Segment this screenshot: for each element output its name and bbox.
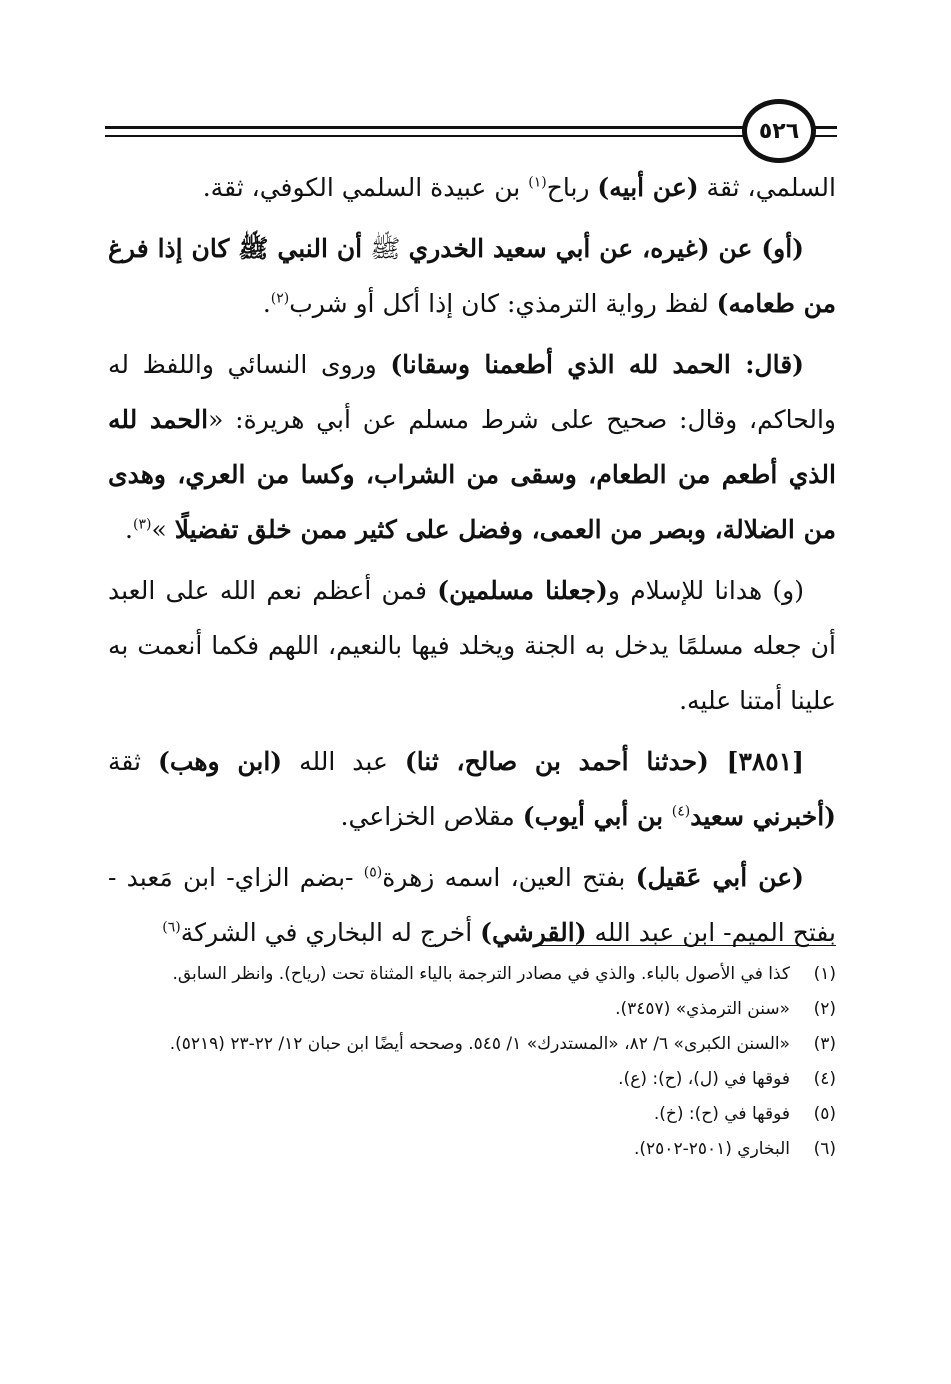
footnote-ref-3: (٣) <box>133 516 152 533</box>
bold-run: (ابن وهب) <box>157 747 283 776</box>
footnote-2 <box>108 993 836 1026</box>
footnote-text: «السنن الكبرى» ٦/ ٨٢، «المستدرك» ١/ ٥٤٥. وصححه أيضًا ابن حبان ١٢/ ٢٢-٢٣ (٥٢١٩). <box>169 1034 790 1054</box>
bold-run: [٣٨٥١] (حدثنا أحمد بن صالح، ثنا) <box>404 747 804 776</box>
footnote-ref-2: (٢) <box>270 290 290 307</box>
footnote-separator <box>538 945 836 946</box>
text-run: وروى النسائي واللفظ له والحاكم، وقال: صحيح على شرط مسلم عن أبي هريرة: « <box>108 350 837 434</box>
header-rule-top <box>105 126 745 129</box>
text-run: أخرج له البخاري في الشركة <box>180 918 481 947</box>
text-run: السلمي، ثقة <box>698 173 836 202</box>
bold-run: (أخبرني سعيد <box>690 802 836 831</box>
paragraph-2 <box>108 221 836 331</box>
bold-run: بن أبي أيوب) <box>522 802 672 831</box>
paragraph-1 <box>108 160 836 215</box>
paragraph-5 <box>108 734 836 844</box>
text-run: عبد الله <box>282 747 405 776</box>
header-rule-right-top <box>815 126 837 129</box>
bold-run: (قال: الحمد لله الذي أطعمنا وسقانا) <box>390 350 804 379</box>
bold-run: الحمد لله الذي أطعم من الطعام، وسقى من الشراب، وكسا من العري، وهدى من الضلالة، وبصر من العمى، وفضل على كثير ممن خلق تفضيلًا <box>108 405 836 544</box>
bold-run: (أو) عن (غيره، عن أبي سعيد الخدري <box>408 234 804 263</box>
bold-run: (جعلنا مسلمين) <box>437 576 608 605</box>
honorific-symbol: ﷺ <box>362 234 409 263</box>
footnote-ref-5: (٥) <box>363 864 383 881</box>
text-run: . <box>262 289 271 318</box>
text-run: » <box>151 515 175 544</box>
footnotes <box>108 958 836 1168</box>
text-run: ثقة <box>108 747 158 776</box>
text-run: بن عبيدة السلمي الكوفي، ثقة. <box>202 173 529 202</box>
footnote-text: كذا في الأصول بالباء. والذي في مصادر الترجمة بالياء المثناة تحت (رياح). وانظر السابق. <box>172 964 790 984</box>
footnote-number: (٣) <box>813 1034 836 1054</box>
footnote-text: البخاري (٢٥٠١-٢٥٠٢). <box>634 1139 790 1159</box>
footnote-ref-4: (٤) <box>671 803 691 820</box>
footnote-4 <box>108 1063 836 1096</box>
footnote-ref-1: (١) <box>528 174 547 191</box>
text-run: . <box>125 515 133 544</box>
bold-run: أن النبي ﷺ كان إذا فرغ من طعامه) <box>108 234 836 318</box>
footnote-text: فوقها في (ح): (خ). <box>653 1104 790 1124</box>
footnote-text: فوقها في (ل)، (ح): (ع). <box>618 1069 790 1089</box>
footnote-number: (١) <box>813 964 836 984</box>
page-number: ٥٢٦ <box>758 118 800 144</box>
text-run: بفتح العين، اسمه زهرة <box>382 863 636 892</box>
footnote-number: (٥) <box>813 1104 836 1124</box>
paragraph-3 <box>108 337 836 557</box>
text-run: -بضم الزاي- ابن مَعبد - بفتح الميم- ابن عبد الله <box>108 863 836 947</box>
paragraph-4 <box>108 563 836 728</box>
header-rule-bottom <box>105 135 745 137</box>
main-text <box>108 160 836 966</box>
text-run: (و) هدانا للإسلام و <box>607 576 804 605</box>
footnote-1 <box>108 958 836 991</box>
text-run: مقلاص الخزاعي. <box>340 802 523 831</box>
footnote-6 <box>108 1133 836 1166</box>
paragraph-6 <box>108 850 836 960</box>
footnote-ref-6: (٦) <box>162 919 181 936</box>
footnote-number: (٢) <box>813 999 836 1019</box>
text-run: رباح <box>546 173 598 202</box>
footnote-3 <box>108 1028 836 1061</box>
footnote-text: «سنن الترمذي» (٣٤٥٧). <box>615 999 790 1019</box>
bold-run: (عن أبيه) <box>597 173 699 202</box>
footnote-number: (٤) <box>813 1069 836 1089</box>
bold-run: (القرشي) <box>480 918 587 947</box>
page-number-badge <box>742 99 816 163</box>
header-rule-right-bottom <box>815 135 837 137</box>
footnote-number: (٦) <box>813 1139 836 1159</box>
text-run: فمن أعظم نعم الله على العبد أن جعله مسلمًا يدخل به الجنة ويخلد فيها بالنعيم، اللهم فكما أنعمت به علينا أمتنا عليه. <box>108 576 836 715</box>
text-run: لفظ رواية الترمذي: كان إذا أكل أو شرب <box>289 289 717 318</box>
bold-run: (عن أبي عَقيل) <box>635 863 804 892</box>
footnote-5 <box>108 1098 836 1131</box>
